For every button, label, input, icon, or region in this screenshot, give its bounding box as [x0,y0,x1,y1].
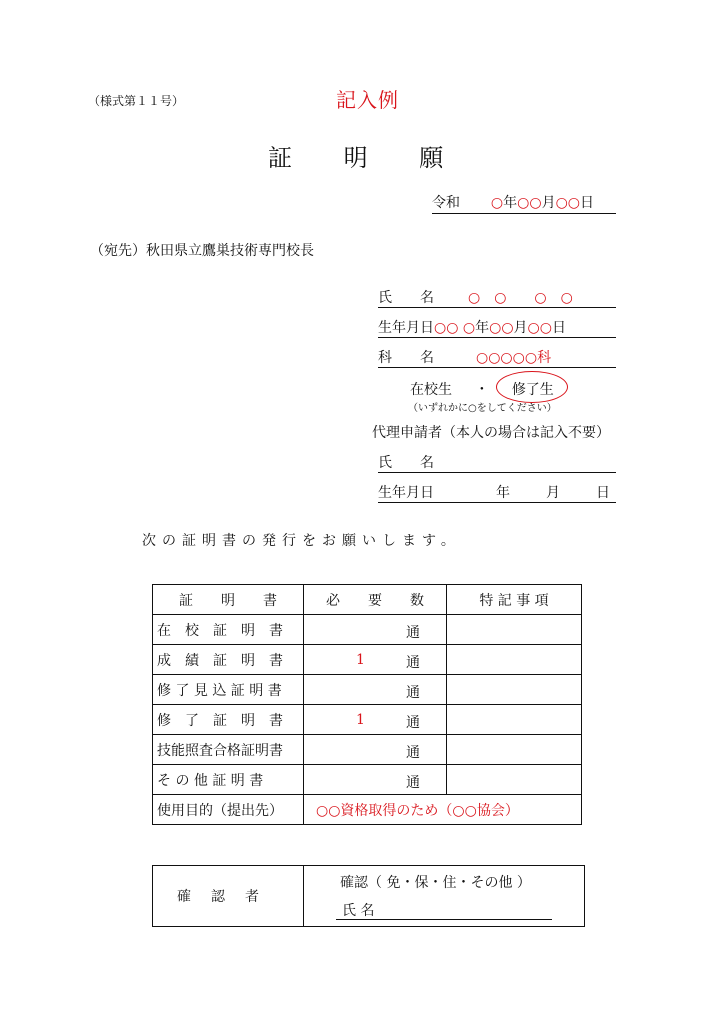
dept-label: 科 名 [378,350,434,366]
status-graduate[interactable]: 修了生 [511,382,554,398]
header-notes: 特 記 事 項 [447,585,582,615]
table-row [153,615,582,645]
name-label: 氏 名 [378,290,434,306]
proxy-name-label: 氏 名 [378,455,434,471]
row-count: 1 [356,712,365,728]
proxy-name-field[interactable] [378,452,616,473]
row-count-cell[interactable] [304,675,447,705]
row-notes-cell[interactable] [447,615,582,645]
table-row [153,735,582,765]
row-count-cell[interactable] [304,765,447,795]
row-count-cell[interactable] [304,615,447,645]
applicant-dept-field[interactable] [378,347,616,368]
title-char-2: 明 [343,144,368,172]
birth-month-unit: 月 [513,320,528,336]
row-cert-name: 修 了 見 込 証 明 書 [153,675,304,705]
birth-day-unit: 日 [551,320,566,336]
row-notes-cell[interactable] [447,675,582,705]
row-unit: 通 [406,775,420,791]
applicant-name-field[interactable] [378,287,616,308]
form-number: （様式第１１号） [88,94,185,108]
row-notes-cell[interactable] [447,705,582,735]
row-notes-cell[interactable] [447,645,582,675]
purpose-row [153,795,582,825]
row-count-cell[interactable] [304,705,447,735]
certificate-table [152,584,582,825]
row-unit: 通 [406,685,420,701]
row-notes-cell[interactable] [447,735,582,765]
header-count: 必 要 数 [304,585,447,615]
birth-era: ○○ [434,320,459,336]
row-count-cell[interactable] [304,645,447,675]
row-unit: 通 [406,655,420,671]
month-unit: 月 [541,195,556,211]
table-row [153,765,582,795]
example-mark: 記入例 [336,88,399,112]
proxy-month-unit: 月 [546,485,560,501]
confirm-head: 確認者 [153,866,304,927]
table-row [153,705,582,735]
birth-year-unit: 年 [475,320,490,336]
table-row [153,645,582,675]
year-unit: 年 [503,195,518,211]
row-notes-cell[interactable] [447,765,582,795]
purpose-value[interactable]: ○○資格取得のため（○○協会） [304,795,582,825]
table-header-row [153,585,582,615]
row-cert-name: そ の 他 証 明 書 [153,765,304,795]
status-current[interactable]: 在校生 [410,382,452,398]
purpose-label: 使用目的（提出先） [153,795,304,825]
row-unit: 通 [406,715,420,731]
proxy-day-unit: 日 [596,485,610,501]
row-cert-name: 修 了 証 明 書 [153,705,304,735]
proxy-birth-label: 生年月日 [378,485,434,501]
date-month[interactable]: ○○ [517,195,542,211]
row-cert-name: 技能照査合格証明書 [153,735,304,765]
addressee: （宛先）秋田県立鷹巣技術専門校長 [90,243,314,259]
title-char-1: 証 [268,144,292,172]
title-char-3: 願 [419,144,444,172]
table-row [153,675,582,705]
birth-label: 生年月日 [378,320,434,336]
applicant-name-value: ○ ○ ○ ○ [468,290,573,306]
birth-month: ○○ [489,320,514,336]
request-text: 次の証明書の発行をお願いします。 [142,533,461,549]
confirm-body [304,866,585,927]
date-day[interactable]: ○○ [555,195,580,211]
row-count: 1 [356,652,365,668]
proxy-title: 代理申請者（本人の場合は記入不要） [372,425,610,441]
proxy-year-unit: 年 [496,485,510,501]
date-line [432,192,616,214]
confirm-id-types: 確認（ 免・保・住・その他 ） [340,875,531,891]
date-year[interactable]: ○ [490,195,504,211]
confirmation-table [152,865,585,927]
status-dot: ・ [474,382,489,398]
proxy-birth-field[interactable] [378,482,616,503]
status-note: （いずれかに○をしてください） [408,403,557,414]
header-certificate: 証 明 書 [153,585,304,615]
applicant-birth-field[interactable] [378,317,616,338]
era: 令和 [432,195,460,211]
row-unit: 通 [406,625,420,641]
birth-year: ○ [462,320,476,336]
birth-day: ○○ [527,320,552,336]
dept-value: ○○○○○科 [476,350,552,366]
document-title [268,138,443,173]
row-cert-name: 成 績 証 明 書 [153,645,304,675]
confirm-name-field[interactable]: 氏 名 [336,900,552,920]
row-unit: 通 [406,745,420,761]
row-count-cell[interactable] [304,735,447,765]
day-unit: 日 [580,195,594,211]
row-cert-name: 在 校 証 明 書 [153,615,304,645]
